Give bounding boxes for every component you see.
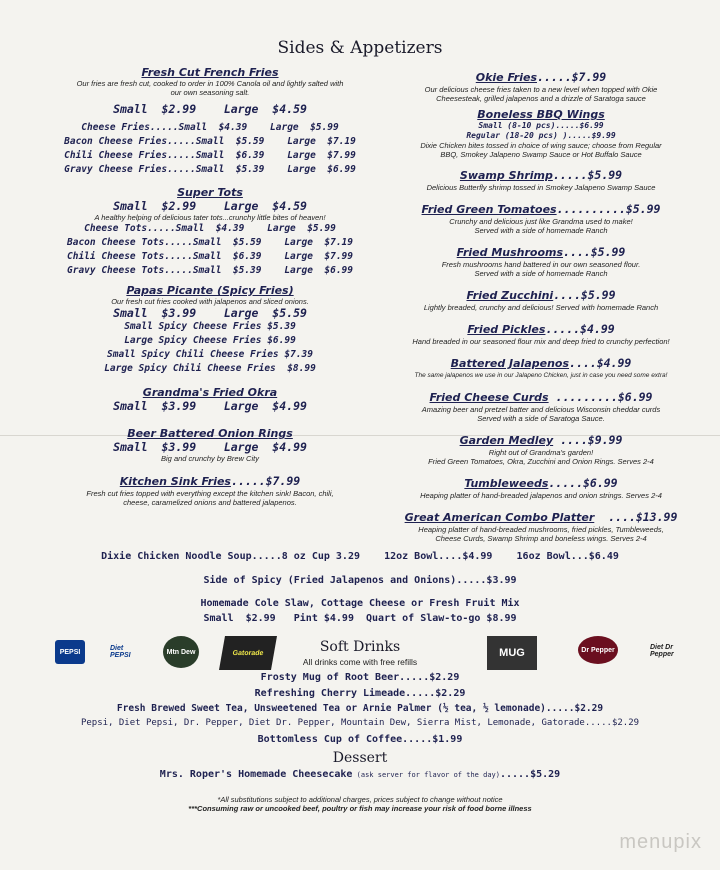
soup-line: Dixie Chicken Noodle Soup.....8 oz Cup 3.29 12oz Bowl....$4.99 16oz Bowl...$6.49 (101, 551, 619, 562)
item-desc: Heaping platter of hand-breaded mushrooms, fried pickles, Tumbleweeds, (418, 525, 664, 534)
item-name: Fried Mushrooms (456, 246, 564, 259)
item-price: .....$7.99 (537, 70, 607, 84)
sink-desc: Fresh cut fries topped with everything except the kitchen sink! Bacon, chili, (86, 489, 334, 498)
item-name: Fried Zucchini (466, 289, 554, 302)
item-name: Boneless BBQ Wings (477, 108, 605, 121)
item-desc: Right out of Grandma's garden! (488, 448, 594, 457)
list-item: Cheese Tots.....Small $4.39 Large $5.99 (84, 223, 336, 234)
slaw-line: Homemade Cole Slaw, Cottage Cheese or Fresh Fruit Mix (200, 598, 520, 609)
item-name: Garden Medley (459, 434, 554, 447)
menu-item (376, 198, 706, 235)
item-desc: Fried Green Tomatoes, Okra, Zucchini and Onion Rings. Serves 2-4 (428, 457, 654, 466)
list-item: Chili Cheese Fries.....Small $6.39 Large $7.99 (64, 150, 356, 161)
rings-desc: Big and crunchy by Brew City (161, 454, 259, 463)
okra-heading: Grandma's Fried Okra (142, 386, 278, 399)
drink-line: Refreshing Cherry Limeade.....$2.29 (254, 688, 466, 699)
fries-list (30, 121, 390, 177)
sink-row (30, 470, 390, 489)
menu-item (376, 506, 706, 543)
item-name: Fried Pickles (467, 323, 546, 336)
item-desc: Crunchy and delicious just like Grandma used to make! (449, 217, 633, 226)
dr-pepper-logo: Dr Pepper (578, 636, 618, 664)
item-desc: Delicious Butterfly shrimp tossed in Smokey Jalapeno Swamp Sauce (426, 183, 656, 192)
page-title: Sides & Appetizers (277, 38, 443, 58)
item-desc: Heaping platter of hand-breaded jalapenos and onion strings. Serves 2-4 (420, 491, 662, 500)
diet-dr-pepper-logo: Diet Dr Pepper (650, 644, 674, 658)
item-desc: Lightly breaded, crunchy and delicious! Served with homemade Ranch (423, 303, 659, 312)
list-item: Gravy Cheese Tots.....Small $5.39 Large $6.99 (67, 265, 353, 276)
tots-heading: Super Tots (177, 186, 243, 199)
item-sub: Small (8-10 pcs).....$6.99 (478, 121, 604, 130)
dessert-line (0, 769, 720, 780)
sink-desc-2: cheese, caramelized onions and battered jalapenos. (123, 498, 297, 507)
list-item: Large Spicy Chili Cheese Fries $8.99 (104, 363, 316, 374)
papas-sizes: Small $3.99 Large $5.59 (113, 306, 307, 320)
item-price: .....$5.99 (552, 168, 623, 182)
item-sub: Regular (18-20 pcs) ).....$9.99 (466, 131, 616, 140)
mug-logo: MUG (487, 636, 537, 670)
okra-sizes: Small $3.99 Large $4.99 (113, 399, 307, 413)
item-desc: Dixie Chicken bites tossed in choice of wing sauce; choose from Regular (420, 141, 662, 150)
menu-item (376, 241, 706, 278)
drink-line: Fresh Brewed Sweet Tea, Unsweetened Tea or Arnie Palmer (½ tea, ½ lemonade).....$2.29 (116, 703, 604, 714)
list-item: Large Spicy Cheese Fries $6.99 (124, 335, 296, 346)
list-item: Small Spicy Chili Cheese Fries $7.39 (107, 349, 313, 360)
item-desc: Amazing beer and pretzel batter and delicious Wisconsin cheddar curds (421, 405, 661, 414)
menu-item (376, 66, 706, 103)
diet-pepsi-logo: Diet PEPSI (110, 645, 131, 659)
dessert-title: Dessert (332, 750, 388, 766)
item-name: Fried Green Tomatoes (421, 203, 557, 216)
item-desc: Hand breaded in our seasoned flour mix and deep fried to crunchy perfection! (412, 337, 670, 346)
papas-desc: Our fresh cut fries cooked with jalapenos and sliced onions. (111, 297, 309, 306)
tots-desc: A healthy helping of delicious tater tots...crunchy little bites of heaven! (94, 213, 326, 222)
sink-heading: Kitchen Sink Fries (119, 475, 231, 488)
drink-line: Pepsi, Diet Pepsi, Dr. Pepper, Diet Dr. Pepper, Mountain Dew, Sierra Mist, Lemonade, Gatorade.....$2.29 (80, 718, 640, 728)
item-price: .....$6.99 (548, 476, 618, 490)
footer-note: *All substitutions subject to additional charges, prices subject to change without notice (217, 795, 503, 804)
item-name: Swamp Shrimp (459, 169, 553, 182)
drink-line: Bottomless Cup of Coffee.....$1.99 (257, 734, 463, 745)
menu-item (376, 352, 706, 380)
item-desc: Our delicious cheese fries taken to a new level when topped with Okie (424, 85, 658, 94)
papas-heading: Papas Picante (Spicy Fries) (126, 284, 294, 297)
drinks-note: All drinks come with free refills (302, 657, 418, 667)
item-price: ..........$5.99 (556, 202, 661, 216)
item-name: Tumbleweeds (464, 477, 549, 490)
fries-desc-2: our own seasoning salt. (170, 88, 250, 97)
dessert-name: Mrs. Roper's Homemade Cheesecake (159, 769, 353, 780)
list-item: Cheese Fries.....Small $4.39 Large $5.99 (81, 122, 339, 133)
left-column (30, 66, 390, 507)
list-item: Gravy Cheese Fries.....Small $5.39 Large $6.99 (64, 164, 356, 175)
menu-item (376, 164, 706, 192)
item-price: ....$5.99 (553, 288, 616, 302)
menu-item (376, 429, 706, 466)
fries-heading: Fresh Cut French Fries (141, 66, 279, 79)
drink-line: Frosty Mug of Root Beer.....$2.29 (260, 672, 460, 683)
list-item: Chili Cheese Tots.....Small $6.39 Large $7.99 (67, 251, 353, 262)
list-item: Bacon Cheese Tots.....Small $5.59 Large $7.19 (67, 237, 353, 248)
item-desc: The same jalapenos we use in our Jalapeno Chicken, just in case you need some extra! (414, 372, 668, 379)
rings-heading: Beer Battered Onion Rings (127, 427, 293, 440)
dessert-note: (ask server for flavor of the day) (352, 771, 500, 779)
list-item: Bacon Cheese Fries.....Small $5.59 Large $7.19 (64, 136, 356, 147)
drinks-title: Soft Drinks (319, 639, 401, 655)
menu-item (376, 284, 706, 312)
list-item: Small Spicy Cheese Fries $5.39 (124, 321, 296, 332)
gatorade-logo: Gatorade (219, 636, 277, 670)
rings-sizes: Small $3.99 Large $4.99 (113, 440, 307, 454)
item-name: Battered Jalapenos (450, 357, 570, 370)
mtn-dew-logo: Mtn Dew (163, 636, 199, 668)
item-name: Fried Cheese Curds (429, 391, 549, 404)
item-desc: Cheese Curds, Swamp Shrimp and boneless wings. Serves 2-4 (435, 534, 647, 543)
fries-sizes: Small $2.99 Large $4.59 (113, 102, 307, 116)
item-desc: Served with a side of homemade Ranch (474, 269, 608, 278)
item-price: .....$4.99 (545, 322, 615, 336)
item-price: .........$6.99 (548, 390, 653, 404)
item-desc: BBQ, Smokey Jalapeno Swamp Sauce or Hot Buffalo Sauce (440, 150, 642, 159)
menu-item (376, 318, 706, 346)
item-price: ....$9.99 (553, 433, 623, 447)
item-name: Great American Combo Platter (404, 511, 595, 524)
item-price: ....$13.99 (594, 510, 678, 524)
item-desc: Fresh mushrooms hand battered in our own seasoned flour. (441, 260, 641, 269)
footer-warning: ***Consuming raw or uncooked beef, poultry or fish may increase your risk of food borne illness (188, 804, 532, 813)
slaw-prices: Small $2.99 Pint $4.99 Quart of Slaw-to-go $8.99 (203, 613, 517, 624)
sink-price: .....$7.99 (230, 474, 301, 488)
item-name: Okie Fries (475, 71, 537, 84)
menu-item (376, 472, 706, 500)
item-price: ....$4.99 (569, 356, 632, 370)
right-column (376, 66, 706, 543)
menu-item (376, 386, 706, 423)
item-desc: Cheesesteak, grilled jalapenos and a drizzle of Saratoga sauce (436, 94, 646, 103)
menu-item (376, 108, 706, 159)
item-desc: Served with a side of Saratoga Sauce. (477, 414, 605, 423)
pepsi-logo: PEPSI (55, 640, 85, 664)
item-price: ....$5.99 (563, 245, 626, 259)
dessert-price: .....$5.29 (499, 769, 561, 780)
item-desc: Served with a side of homemade Ranch (474, 226, 608, 235)
menupix-watermark: menupix (619, 831, 702, 853)
spicy-line: Side of Spicy (Fried Jalapenos and Onions).....$3.99 (203, 575, 517, 586)
tots-sizes: Small $2.99 Large $4.59 (113, 199, 307, 213)
fries-desc: Our fries are fresh cut, cooked to order in 100% Canola oil and lightly salted with (76, 79, 344, 88)
tots-list (30, 222, 390, 278)
